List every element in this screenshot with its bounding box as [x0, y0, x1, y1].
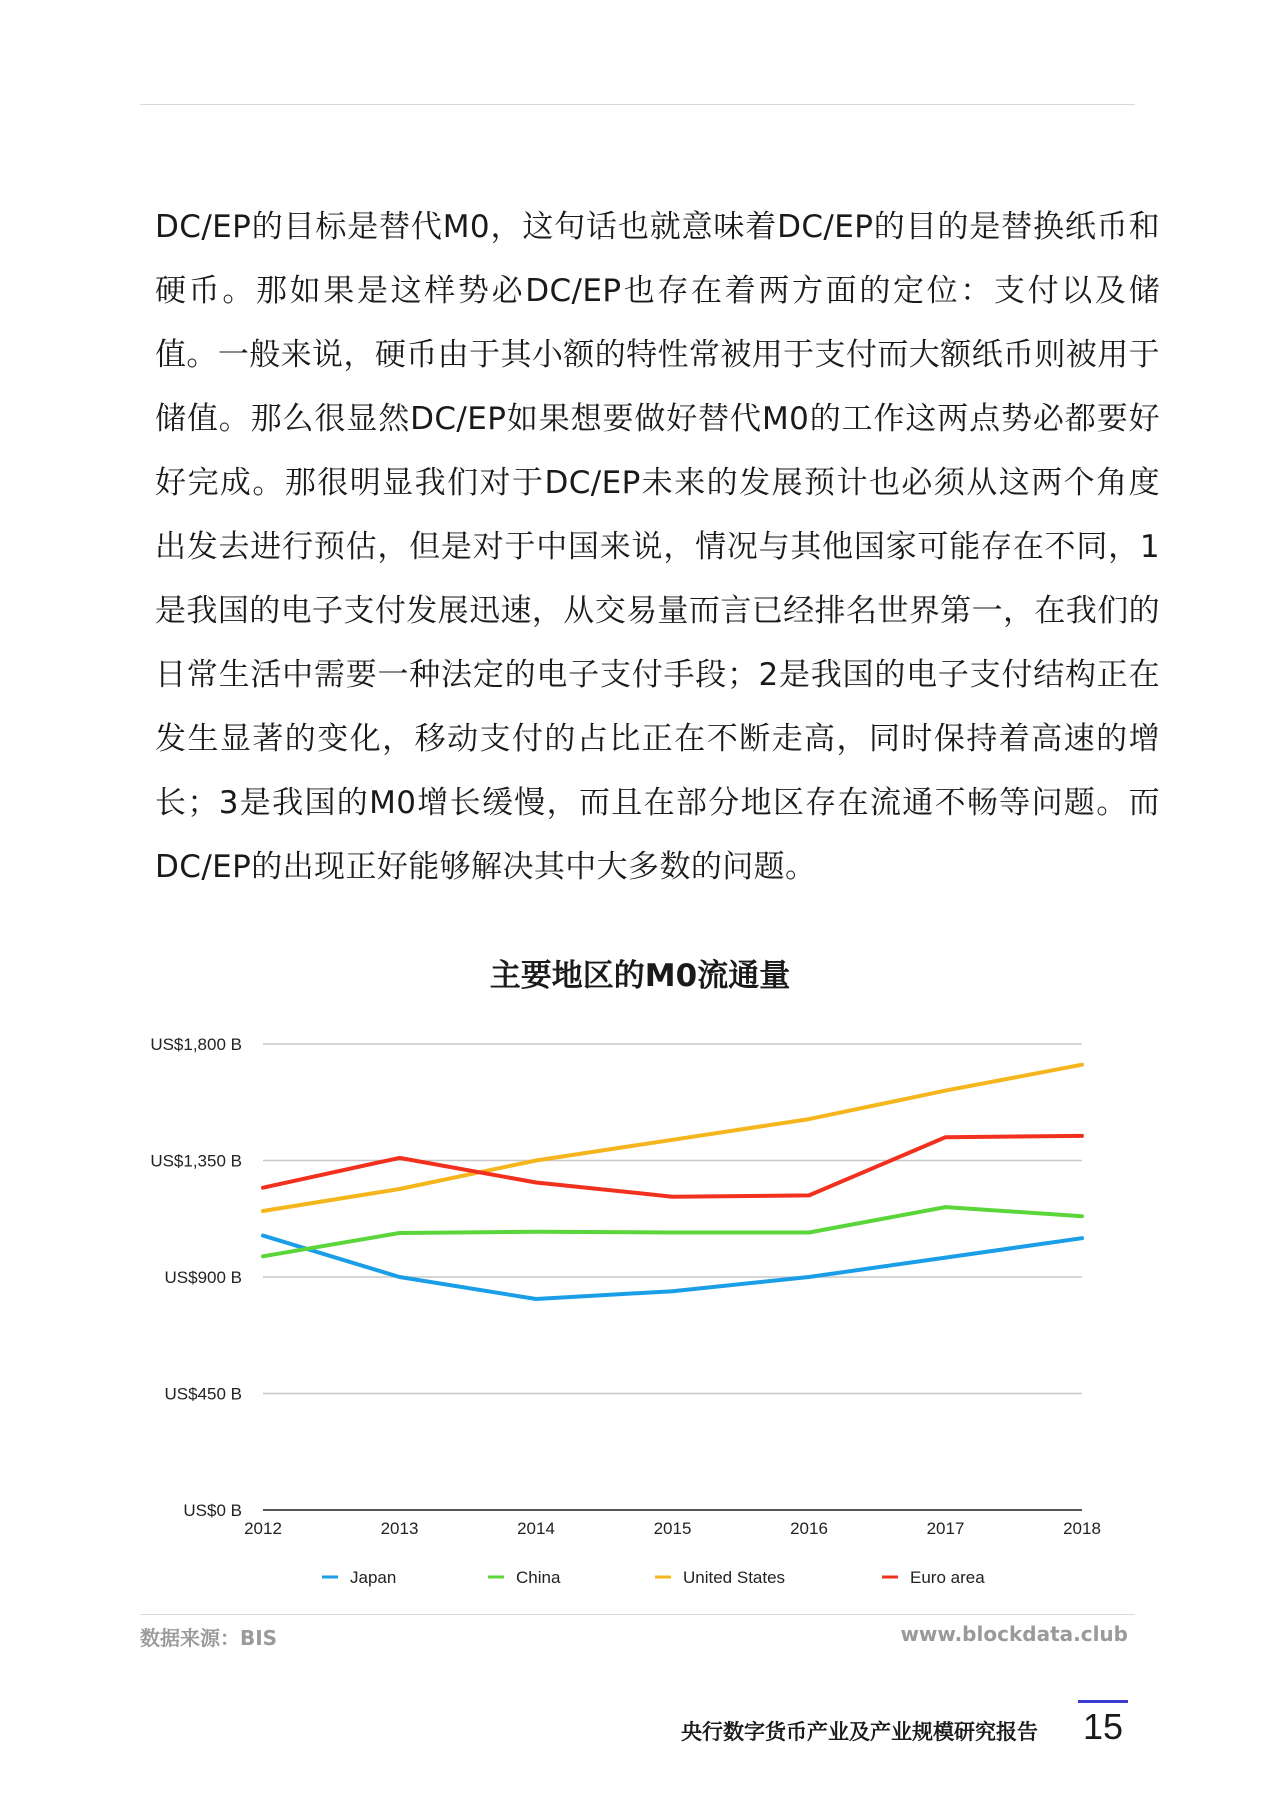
series-line-china: [263, 1207, 1082, 1256]
y-tick-label: US$450 B: [164, 1384, 242, 1404]
website-link[interactable]: www.blockdata.club: [900, 1622, 1128, 1646]
x-tick-label: 2012: [244, 1519, 282, 1538]
y-tick-label: US$900 B: [164, 1268, 242, 1287]
x-tick-label: 2014: [517, 1519, 555, 1538]
legend-label: Japan: [350, 1568, 397, 1587]
series-line-japan: [263, 1236, 1082, 1299]
page-number: 15: [1082, 1706, 1124, 1747]
legend-label: United States: [683, 1568, 786, 1587]
y-tick-label: US$0 B: [183, 1501, 242, 1520]
series-lines: [263, 1065, 1082, 1299]
x-axis-tick-labels: [244, 1519, 1101, 1538]
report-title: 央行数字货币产业及产业规模研究报告: [681, 1720, 1038, 1744]
x-tick-label: 2015: [653, 1519, 692, 1538]
source-rule: [140, 1614, 1135, 1615]
x-tick-label: 2018: [1063, 1519, 1101, 1538]
line-chart: [0, 1000, 1280, 1600]
data-source-label: 数据来源：BIS: [140, 1626, 278, 1650]
x-tick-label: 2016: [790, 1519, 828, 1538]
body-paragraph: DC/EP的目标是替代M0，这句话也就意味着DC/EP的目的是替换纸币和硬币。那如果是这样势必DC/EP也存在着两方面的定位：支付以及储值。一般来说，硬币由于其小额的特性常被用于支付而大额纸币则被用于储值。那么很显然DC/EP如果想要做好替代M0的工作这两点势必都要好好完成。那很明显我们对于DC/EP未来的发展预计也必须从这两个角度出发去进行预估，但是对于中国来说，情况与其他国家可能存在不同，1是我国的电子支付发展迅速，从交易量而言已经排名世界第一，在我们的日常生活中需要一种法定的电子支付手段；2是我国的电子支付结构正在发生显著的变化，移动支付的占比正在不断走高，同时保持着高速的增长；3是我国的M0增长缓慢，而且在部分地区存在流通不畅等问题。而DC/EP的出现正好能够解决其中大多数的问题。: [155, 209, 1160, 885]
legend-label: Euro area: [910, 1568, 985, 1587]
chart-legend: [322, 1568, 985, 1587]
chart-title: 主要地区的M0流通量: [489, 958, 791, 994]
y-tick-label: US$1,350 B: [150, 1151, 242, 1171]
series-line-euro-area: [263, 1136, 1082, 1197]
x-tick-label: 2017: [926, 1519, 965, 1538]
legend-label: China: [516, 1568, 561, 1587]
y-tick-label: US$1,800 B: [150, 1035, 242, 1054]
y-axis-tick-labels: [150, 1035, 242, 1520]
x-tick-label: 2013: [380, 1519, 419, 1538]
header-rule: [140, 104, 1135, 105]
grid-lines: [263, 1044, 1082, 1510]
page-number-bar: [1078, 1700, 1128, 1703]
